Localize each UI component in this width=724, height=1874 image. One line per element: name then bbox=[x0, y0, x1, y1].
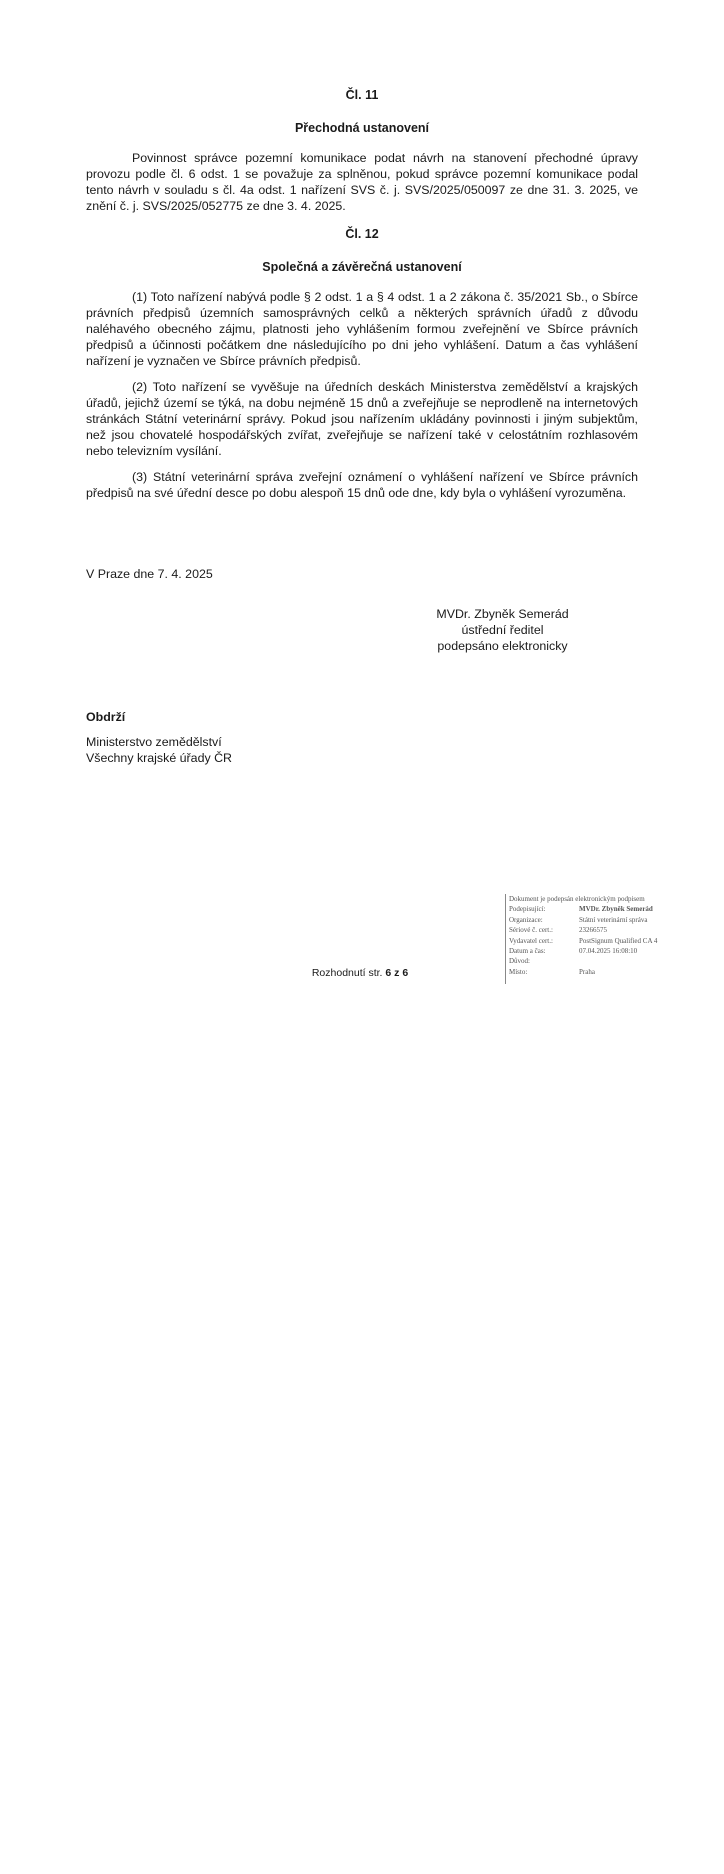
signature-box-label: Sériové č. cert.: bbox=[509, 926, 553, 935]
signature-box-row bbox=[506, 904, 686, 914]
article-12-number: Čl. 12 bbox=[345, 227, 379, 241]
article-11-paragraph bbox=[86, 151, 638, 215]
signature-box-row bbox=[506, 946, 686, 956]
signature-box-row bbox=[506, 967, 686, 977]
signature-box-label: Vydavatel cert.: bbox=[509, 936, 553, 945]
recipient-item: Ministerstvo zemědělství bbox=[86, 735, 222, 749]
signature-box-value bbox=[579, 956, 686, 966]
signature-box-value: PostSignum Qualified CA 4 bbox=[579, 936, 658, 945]
footer-prefix: Rozhodnutí str. bbox=[311, 967, 383, 979]
electronic-signature-box bbox=[505, 894, 686, 984]
signature-note: podepsáno elektronicky bbox=[437, 639, 568, 653]
signatory-name: MVDr. Zbyněk Semerád bbox=[436, 607, 569, 621]
signature-box-row bbox=[506, 925, 686, 935]
article-12-paragraph-3-text: (3) Státní veterinární správa zveřejní oznámení o vyhlášení nařízení ve Sbírce právních předpisů na své úřední desce po dobu alespoň 15 dnů ode dne, kdy byla o vyhlášení vyrozuměna. bbox=[86, 470, 638, 500]
article-12-paragraph-1 bbox=[86, 290, 638, 370]
footer-page-number: 6 z 6 bbox=[385, 967, 409, 979]
signature-box-row bbox=[506, 915, 686, 925]
signature-box-value: Státní veterinární správa bbox=[579, 915, 648, 924]
signature-box-value: 23266575 bbox=[579, 926, 607, 935]
signature-box-value: Praha bbox=[579, 967, 595, 976]
signature-box-value: 07.04.2025 16:08:10 bbox=[579, 946, 638, 955]
article-11-title: Přechodná ustanovení bbox=[294, 121, 430, 135]
signature-box-label: Organizace: bbox=[509, 915, 543, 924]
signature-box-row bbox=[506, 936, 686, 946]
article-12-paragraph-2 bbox=[86, 380, 638, 460]
signature-box-label: Důvod: bbox=[509, 957, 530, 966]
article-12-paragraph-3 bbox=[86, 470, 638, 502]
recipient-item: Všechny krajské úřady ČR bbox=[86, 751, 232, 765]
article-12-paragraph-2-text: (2) Toto nařízení se vyvěšuje na úředních deskách Ministerstva zemědělství a krajských úřadů, jejichž území se týká, na dobu nejméně 15 dnů a zveřejňuje se neprodleně na internetových stránkách Státní veterinární správy. Pokud jsou nařízením ukládány povinnosti i jiným subjektům, než jsou chovatelé hospodářských zvířat, zveřejňuje se nařízení také v celostátním rozhlasovém nebo televizním vysílání. bbox=[86, 380, 638, 458]
article-12-paragraph-1-text: (1) Toto nařízení nabývá podle § 2 odst. 1 a § 4 odst. 1 a 2 zákona č. 35/2021 Sb., o Sbírce právních předpisů územních samosprávných celků a některých správních úřadů z důvodu naléhavého obecného zájmu, platnosti jeho vyhlášením formou zveřejnění ve Sbírce právních předpisů a účinnosti počátkem dne následujícího po dni jeho vyhlášení. Datum a čas vyhlášení nařízení je vyznačen ve Sbírce právních předpisů. bbox=[86, 290, 638, 368]
page-footer bbox=[280, 967, 440, 979]
article-11-paragraph-text: Povinnost správce pozemní komunikace podat návrh na stanovení přechodné úpravy provozu podle čl. 6 odst. 1 se považuje za splněnou, pokud správce pozemní komunikace podal tento návrh v souladu s čl. 4a odst. 1 nařízení SVS č. j. SVS/2025/050097 ze dne 31. 3. 2025, ve znění č. j. SVS/2025/052775 ze dne 3. 4. 2025. bbox=[86, 151, 638, 213]
signature-box-value: MVDr. Zbyněk Semerád bbox=[579, 905, 653, 914]
recipients-heading: Obdrží bbox=[86, 710, 126, 724]
signature-box-label: Podepisující: bbox=[509, 905, 546, 914]
place-date: V Praze dne 7. 4. 2025 bbox=[86, 567, 213, 581]
signatory-position: ústřední ředitel bbox=[461, 623, 544, 637]
article-11-number: Čl. 11 bbox=[345, 88, 379, 102]
signature-box-row bbox=[506, 956, 686, 966]
signature-box-title: Dokument je podepsán elektronickým podpisem bbox=[509, 895, 645, 903]
signature-box-label: Místo: bbox=[509, 967, 528, 976]
signature-box-label: Datum a čas: bbox=[509, 946, 546, 955]
article-12-title: Společná a závěrečná ustanovení bbox=[262, 260, 462, 274]
